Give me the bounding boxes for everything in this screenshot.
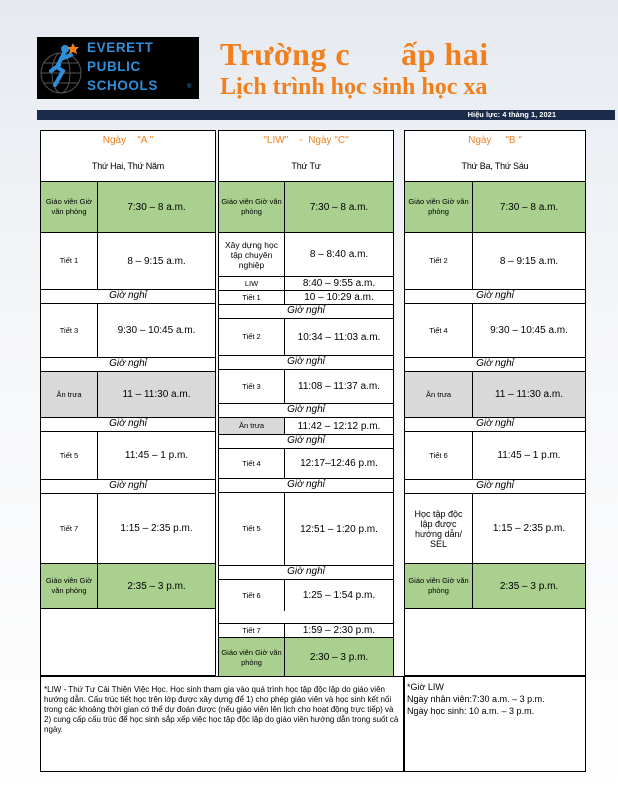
logo-line-3: SCHOOLS: [87, 78, 158, 93]
row-time: 7:30 – 8 a.m.: [127, 201, 186, 213]
table-row: [219, 232, 393, 276]
row-label: Giáo viên Giờ văn phòng: [41, 564, 98, 608]
row-time: 2:30 – 3 p.m.: [309, 652, 369, 663]
row-time: 7:30 – 8 a.m.: [499, 201, 559, 213]
schedule-day-a: [40, 130, 216, 676]
table-row: [41, 563, 215, 609]
break-row: Giờ nghỉ: [41, 479, 215, 493]
break-row: Giờ nghỉ: [405, 357, 585, 371]
row-label: Xây dựng học tập chuyên nghiệp: [219, 233, 285, 276]
table-row: [219, 448, 393, 478]
row-time: 11:45 – 1 p.m.: [497, 450, 561, 461]
student-day-hours: Ngày học sinh: 10 a.m. – 3 p.m.: [407, 706, 535, 716]
day-b-days: Thứ Ba, Thứ Sáu: [461, 161, 529, 171]
day-b-heading: Ngày "B ": [468, 135, 522, 146]
break-row: Giờ nghỉ: [219, 565, 393, 579]
row-time: 11:42 – 12:12 p.m.: [297, 420, 381, 432]
logo-line-1: EVERETT: [87, 40, 154, 55]
table-row: [219, 579, 393, 611]
row-time: 2:35 – 3 p.m.: [127, 580, 186, 592]
row-label: Ăn trưa: [219, 418, 285, 434]
table-row: [41, 181, 215, 232]
globe-runner-icon: [37, 37, 89, 99]
row-time: 9:30 – 10:45 a.m.: [490, 325, 568, 336]
row-label: Tiết 6: [219, 580, 285, 611]
day-c-heading: "LIW" - Ngày "C": [263, 135, 349, 146]
table-row: [405, 493, 585, 563]
row-time: 1:25 – 1:54 p.m.: [302, 590, 376, 601]
day-a-header: [41, 135, 215, 175]
table-row: [219, 290, 393, 304]
day-a-days: Thứ Hai, Thứ Năm: [91, 161, 165, 171]
row-time: 9:30 – 10:45 a.m.: [117, 325, 196, 336]
break-row: Giờ nghỉ: [219, 355, 393, 369]
row-label: Giáo viên Giờ văn phòng: [405, 182, 473, 232]
row-time: 8 – 8:40 a.m.: [309, 249, 369, 260]
row-time: 2:35 – 3 p.m.: [499, 580, 559, 592]
row-label: Giáo viên Giờ văn phòng: [219, 182, 285, 232]
staff-day-hours: Ngày nhân viên:7:30 a.m. – 3 p.m.: [407, 694, 545, 704]
row-label: Tiết 7: [41, 494, 98, 563]
row-label: Học tập độc lập được hướng dẫn/ SEL: [405, 494, 473, 563]
table-row: [405, 232, 585, 289]
table-row: [219, 417, 393, 434]
table-row: [219, 637, 393, 677]
liw-hours-box: [404, 676, 586, 772]
day-a-heading: Ngày "A ": [102, 135, 154, 146]
table-row: [219, 318, 393, 355]
schedule-day-c: [218, 130, 394, 676]
row-time: 11:45 – 1 p.m.: [124, 450, 189, 461]
row-label: Tiết 4: [405, 304, 473, 357]
table-row: [41, 232, 215, 289]
break-row: Giờ nghỉ: [219, 403, 393, 417]
break-row: Giờ nghỉ: [41, 289, 215, 303]
row-time: 1:15 – 2:35 p.m.: [120, 523, 193, 534]
row-time: 1:15 – 2:35 p.m.: [492, 523, 566, 534]
schedule-day-b: [404, 130, 586, 676]
row-time: 12:17–12:46 p.m.: [300, 458, 378, 469]
table-row: [41, 303, 215, 357]
district-logo: [37, 37, 199, 99]
break-row: Giờ nghỉ: [405, 289, 585, 303]
row-time: 10 – 10:29 a.m.: [304, 292, 374, 303]
logo-registered-mark: ®: [187, 84, 192, 90]
row-label: Ăn trưa: [41, 372, 98, 417]
row-time: 8:40 – 9:55 a.m.: [302, 278, 376, 289]
break-row: Giờ nghỉ: [41, 357, 215, 371]
row-time: 8 – 9:15 a.m.: [127, 255, 186, 267]
row-time: 11:08 – 11:37 a.m.: [298, 381, 380, 392]
row-time: 7:30 – 8 a.m.: [309, 201, 369, 213]
row-label: Tiết 5: [219, 493, 285, 565]
day-c-header: [219, 135, 393, 175]
row-label: Ăn trưa: [405, 372, 473, 417]
row-label: Tiết 1: [219, 291, 285, 304]
effective-date: Hiệu lực: 4 tháng 1, 2021: [467, 110, 556, 119]
row-label: LIW: [219, 277, 285, 290]
row-label: Tiết 7: [219, 624, 285, 637]
table-row: [41, 431, 215, 479]
row-label: Tiết 2: [405, 233, 473, 289]
liw-hours-title: *Giờ LIW: [407, 682, 444, 692]
row-label: Tiết 4: [219, 449, 285, 478]
break-row: Giờ nghỉ: [219, 304, 393, 318]
row-label: Tiết 5: [41, 432, 98, 479]
row-time: 8 – 9:15 a.m.: [499, 255, 559, 267]
table-row: [219, 276, 393, 290]
row-label: Giáo viên Giờ văn phòng: [41, 182, 98, 232]
row-time: 1:59 – 2:30 p.m.: [302, 625, 376, 636]
table-row: [219, 369, 393, 403]
day-b-header: [405, 135, 585, 175]
row-label: Tiết 1: [41, 233, 98, 289]
liw-footnote: *LIW - Thứ Tư Cải Thiện Việc Học. Học sinh tham gia vào quá trình học tập độc lập do giáo viên hướng dẫn. Cấu trúc tiết học trên lớp được xây dựng để 1) cho phép giáo viên và học sinh kết nối trong các khoảng thời gian có thể dự đoán được (nếu giáo viên lên lịch cho hoạt động trực tiếp) và 2) cung cấp cấu trúc để học sinh sắp xếp việc học tập độc lập do giáo viên hướng dẫn trong suốt cả ngày.: [40, 676, 404, 772]
row-time: 11 – 11:30 a.m.: [494, 389, 563, 400]
table-row: [41, 371, 215, 417]
row-label: Tiết 3: [41, 304, 98, 357]
row-label: Tiết 3: [219, 370, 285, 403]
row-time: 12:51 – 1:20 p.m.: [300, 523, 378, 535]
row-time: 10:34 – 11:03 a.m.: [297, 331, 381, 343]
break-row: Giờ nghỉ: [219, 478, 393, 492]
break-row: Giờ nghỉ: [405, 479, 585, 493]
page-subtitle: Lịch trình học sinh học xa: [220, 74, 488, 100]
table-row: [41, 493, 215, 563]
table-row: [405, 431, 585, 479]
row-label: Tiết 2: [219, 319, 285, 355]
break-row: Giờ nghỉ: [41, 417, 215, 431]
row-time: 11 – 11:30 a.m.: [122, 389, 191, 400]
break-row: Giờ nghỉ: [219, 434, 393, 448]
table-row: [219, 623, 393, 637]
row-label: Giáo viên Giờ văn phòng: [405, 564, 473, 608]
table-row: [219, 492, 393, 565]
break-row: Giờ nghỉ: [405, 417, 585, 431]
table-row: [405, 181, 585, 232]
table-row: [405, 563, 585, 609]
day-c-days: Thứ Tư: [291, 161, 321, 171]
page-title: Trường c ấp hai: [220, 36, 489, 72]
logo-line-2: PUBLIC: [87, 59, 141, 74]
table-row: [405, 303, 585, 357]
row-label: Giáo viên Giờ văn phòng: [219, 638, 285, 677]
table-row: [405, 371, 585, 417]
row-label: Tiết 6: [405, 432, 473, 479]
table-row: [219, 181, 393, 232]
